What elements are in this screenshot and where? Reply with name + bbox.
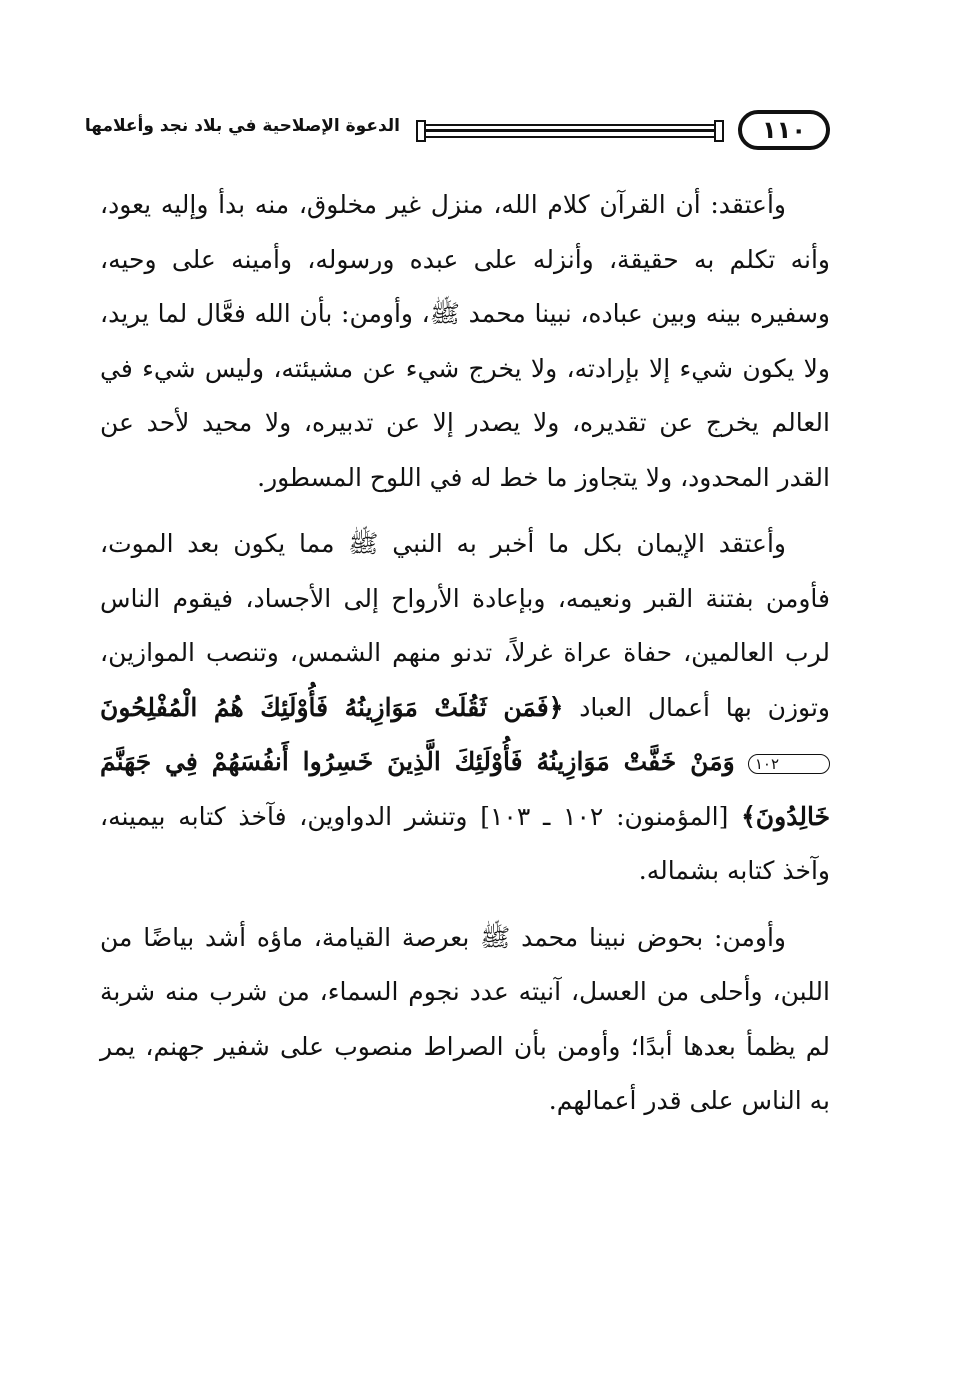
running-title: الدعوة الإصلاحية في بلاد نجد وأعلامها [84, 116, 400, 136]
quran-verse-102: ﴿فَمَن ثَقُلَتْ مَوَازِينُهُ فَأُوْلَئِكَ هُمُ الْمُفْلِحُونَ [100, 692, 564, 722]
running-header [84, 108, 830, 156]
paragraph-hawd-sirat: وأومن: بحوض نبينا محمد ﷺ بعرصة القيامة، ماؤه أشد بياضًا من اللبن، وأحلى من العسل، آنيته عدد نجوم السماء، من شرب منه شربة لم يظمأ بعدها أبدًا؛ وأومن بأن الصراط منصوب على شفير جهنم، يمر به الناس على قدر أعمالهم. [100, 922, 830, 1115]
page-number-badge [738, 110, 830, 150]
paragraph-quran-belief: وأعتقد: أن القرآن كلام الله، منزل غير مخلوق، منه بدأ وإليه يعود، وأنه تكلم به حقيقة، وأنزله على عبده ورسوله، وأمينه على وحيه، وسفيره بينه وبين عباده، نبينا محمد ﷺ، وأومن: بأن الله فعَّال لما يريد، ولا يكون شيء إلا بإرادته، ولا يخرج شيء عن مشيئته، وليس شيء في العالم يخرج عن تقديره، ولا يصدر إلا عن تدبيره، ولا محيد لأحد عن القدر المحدود، ولا يتجاوز ما خط له في اللوح المسطور. [100, 190, 830, 492]
body-text [100, 178, 830, 1129]
verse-number-marker: ١٠٢ [748, 754, 830, 774]
paragraph-afterlife-belief [100, 517, 830, 899]
rule-cap-right [714, 120, 724, 142]
paragraph-afterlife-continued: [المؤمنون: ١٠٢ ـ ١٠٣] وتنشر الدواوين، فآخذ كتابه بيمينه، وآخذ كتابه بشماله. [100, 801, 830, 885]
paragraph-afterlife-text: وأعتقد الإيمان بكل ما أخبر به النبي ﷺ مما يكون بعد الموت، فأومن بفتنة القبر ونعيمه، وبإعادة الأرواح إلى الأجساد، فيقوم الناس لرب العالمين، حفاة عراة غرلاً، تدنو منهم الشمس، وتنصب الموازين، وتوزن بها أعمال العباد [100, 529, 830, 722]
rule-cap-left [416, 120, 426, 142]
quran-verse-103: وَمَنْ خَفَّتْ مَوَازِينُهُ فَأُوْلَئِكَ الَّذِينَ خَسِرُوا أَنفُسَهُمْ فِي جَهَنَّمَ خَالِدُونَ﴾ [100, 747, 831, 831]
header-rule [420, 124, 720, 138]
page-number: ١١٠ [762, 116, 806, 144]
